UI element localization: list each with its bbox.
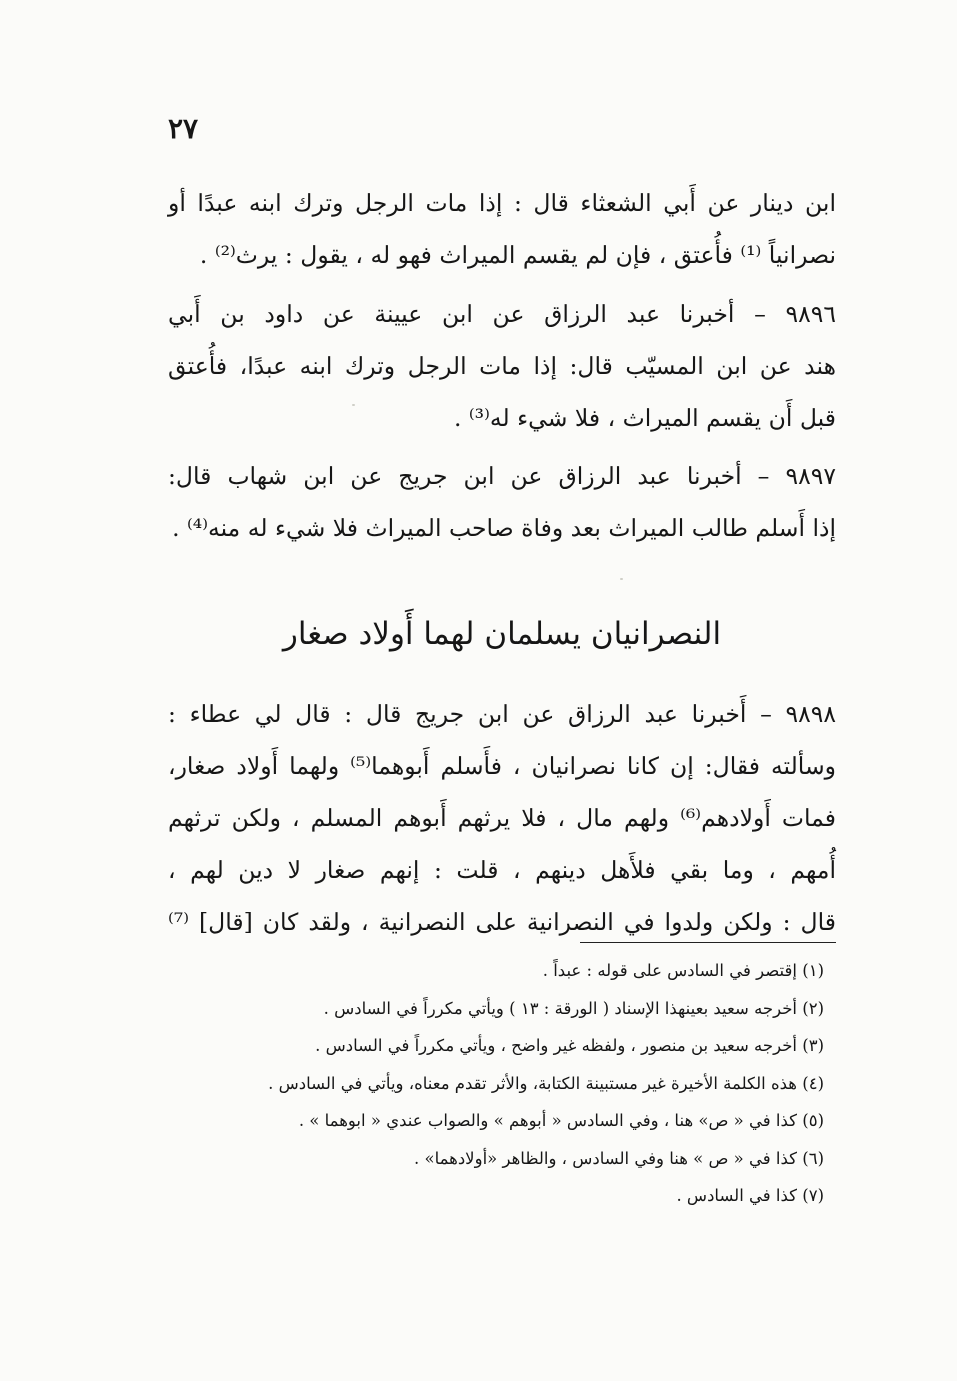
text-line: قبل أَن يقسم الميراث ، فلا شيء له⁽³⁾ . <box>453 404 836 432</box>
page-number: ٢٧ <box>168 112 199 145</box>
text-line: نصرانياً ⁽¹⁾ فأُعتق ، فإن لم يقسم الميراث فهو له ، يقول : يرث⁽²⁾ . <box>199 241 836 269</box>
paragraph-continuation <box>168 177 836 281</box>
text-line: وسألته فقال: إن كانا نصرانيان ، فأَسلم أَبوهما⁽⁵⁾ ولهما أَولاد صغار، <box>168 752 836 780</box>
hadith-9896 <box>168 288 836 444</box>
text-line: فمات أَولادهم⁽⁶⁾ ولهم مال ، فلا يرثهم أَبوهم المسلم ، ولكن ترثهم <box>168 804 837 832</box>
hadith-9897 <box>168 450 836 554</box>
footnote-6: (٦) كذا في « ص » هنا وفي السادس ، والظاهر «أولادهما» . <box>413 1148 824 1168</box>
footnote-separator <box>580 942 836 943</box>
text-line: أُمهم ، وما بقي فلأَهل دينهم ، قلت : إنهم صغار لا دين لهم ، <box>168 856 836 884</box>
text-line: ٩٨٩٧ – أخبرنا عبد الرزاق عن ابن جريج عن ابن شهاب قال: <box>168 462 836 490</box>
footnote-5: (٥) كذا في « ص» هنا ، وفي السادس « أبوهم » والصواب عندي « ابوهما » . <box>298 1111 824 1130</box>
text-line: قال : ولكن ولدوا في النصرانية على النصرانية ، ولقد كان [قال] ⁽⁷⁾ <box>168 908 836 936</box>
footnotes <box>168 952 836 1215</box>
paper-speck <box>352 404 355 406</box>
footnote-4: (٤) هذه الكلمة الأخيرة غير مستبينة الكتابة، والأثر تقدم معناه، ويأتي في السادس . <box>268 1073 824 1093</box>
footnote-1: (١) إقتصر في السادس على قوله : عبداً . <box>542 961 824 980</box>
footnote-2: (٢) أخرجه سعيد بعينهذا الإسناد ( الورقة : ١٣ ) ويأتي مكرراً في السادس . <box>323 998 824 1018</box>
text-line: ٩٨٩٨ – أَخبرنا عبد الرزاق عن ابن جريج قال : قال لي عطاء : <box>168 700 836 728</box>
text-line: هند عن ابن المسيّب قال: إذا مات الرجل وترك ابنه عبدًا، فأُعتق <box>168 352 836 380</box>
text-line: ابن دينار عن أَبي الشعثاء قال : إذا مات الرجل وترك ابنه عبدًا أو <box>168 189 836 217</box>
footnote-3: (٣) أخرجه سعيد بن منصور ، ولفظه غير واضح ، ويأتي مكرراً في السادس . <box>315 1036 824 1055</box>
section-heading: النصرانيان يسلمان لهما أَولاد صغار <box>282 616 722 652</box>
paper-speck <box>620 578 623 580</box>
footnote-7: (٧) كذا في السادس . <box>676 1186 824 1205</box>
hadith-9898 <box>168 688 836 948</box>
text-line: ٩٨٩٦ – أخبرنا عبد الرزاق عن ابن عيينة عن داود بن أَبي <box>168 300 836 328</box>
text-line: إذا أَسلم طالب الميراث بعد وفاة صاحب الميراث فلا شيء له منه⁽⁴⁾ . <box>172 514 836 542</box>
